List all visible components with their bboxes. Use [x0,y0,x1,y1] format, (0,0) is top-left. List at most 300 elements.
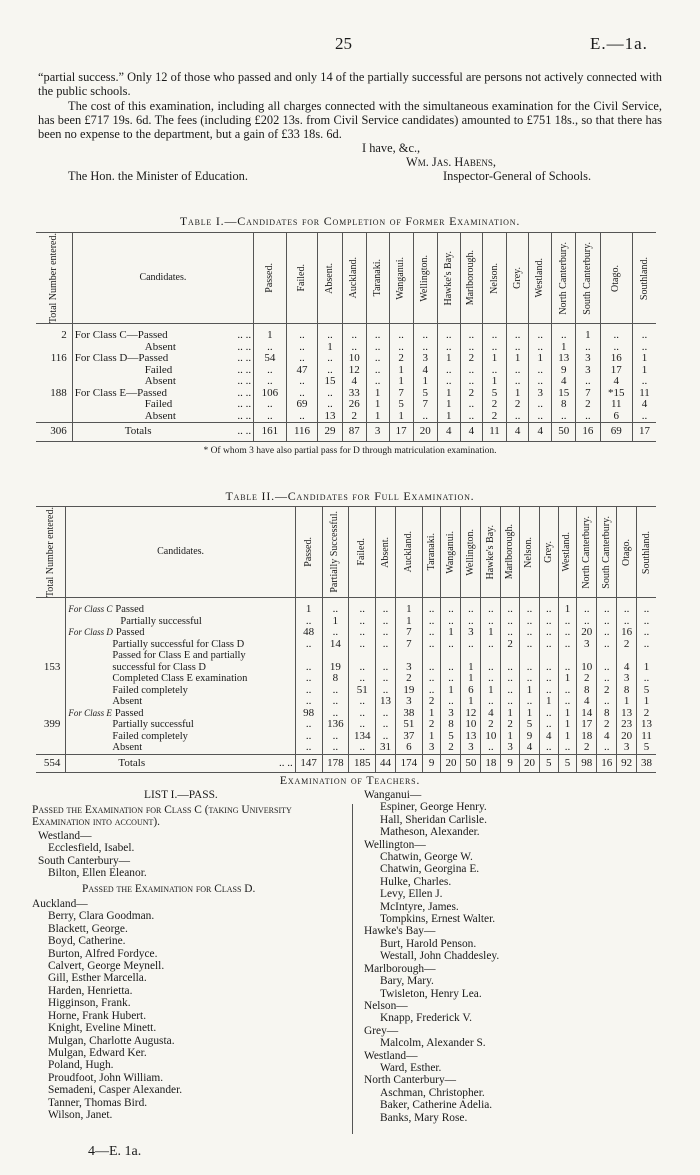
cell: 98 [577,754,597,773]
addressee: The Hon. the Minister of Education. [68,169,248,183]
table-row [36,411,656,423]
cell: 2 [342,411,366,423]
cell: 1 [389,376,413,388]
cell: 3 [576,353,600,365]
table-row [36,353,656,365]
cell: .. [633,411,657,423]
cell: .. [460,342,483,354]
row-label-text: successful for Class D [112,661,207,673]
cell: 4 [519,742,539,754]
cell: 3 [461,742,481,754]
teacher-name: Burt, Harold Penson. [380,937,477,950]
table-row [36,399,656,411]
cell: 4 [460,423,483,442]
row-label-text: Failed completely [112,684,188,696]
cell: .. [483,365,507,377]
cell: 4 [437,423,460,442]
teacher-name: Levy, Ellen J. [380,888,443,901]
cell: .. [617,604,637,616]
district-name: Auckland— [32,898,88,911]
row-label-text: Partially successful [120,615,202,627]
cell: 8 [441,719,461,731]
cell: .. [349,696,376,708]
teacher-name: Proudfoot, John William. [48,1071,164,1084]
col-header-text: Total Number entered. [44,507,56,598]
cell: 54 [254,353,287,365]
table-row [36,685,656,697]
col-header-text: Otago. [620,538,632,566]
cell: .. [558,662,577,674]
col-header-text: Partially Successful. [329,511,341,593]
cell: .. [558,627,577,639]
cell: 12 [342,365,366,377]
total-entered [36,650,66,662]
col-header [422,507,441,598]
cell: 11 [600,399,633,411]
table-row [36,650,656,662]
row-label [72,330,253,342]
cell: .. [558,742,577,754]
cell: 2 [577,673,597,685]
row-label-text: For Class D—Passed [74,352,169,365]
cell: .. [441,616,461,628]
cell: 161 [254,423,287,442]
cell: .. [286,411,318,423]
cell: .. [376,673,396,685]
table1 [36,232,656,442]
cell: 1 [422,708,441,720]
cell: 5 [637,742,656,754]
teacher-name: Tanner, Thomas Bird. [48,1096,148,1109]
cell: .. [376,719,396,731]
cell: 4 [413,365,437,377]
col-header-text: Wellington. [464,528,476,576]
row-label [66,650,295,662]
col-header [376,507,396,598]
cell: 33 [342,388,366,400]
row-label [66,742,295,754]
teacher-name: Harden, Henrietta. [48,984,133,997]
cell [322,650,349,662]
table-row [36,627,656,639]
col-header-text: Wanganui. [444,530,456,574]
col-header: Candidates. [72,233,253,324]
totals-row [36,423,656,442]
cell: 16 [600,353,633,365]
row-label [66,673,295,685]
cell: .. [558,616,577,628]
col-header [501,507,520,598]
teacher-name: Wilson, Janet. [48,1108,113,1121]
cell: 1 [529,353,552,365]
cell: 1 [637,662,656,674]
row-label [66,731,295,743]
col-header [36,233,72,324]
cell: .. [552,411,576,423]
cell: .. [376,708,396,720]
cell: 1 [558,673,577,685]
cell: 1 [413,376,437,388]
table-row [36,330,656,342]
col-header-text: Westland. [561,532,573,572]
cell: .. [376,662,396,674]
col-header [437,233,460,324]
left-column [32,830,348,1121]
table2 [36,506,656,773]
table-row [36,616,656,628]
cell: .. [349,673,376,685]
cell: .. [441,639,461,651]
cell: .. [295,719,322,731]
row-label [66,696,295,708]
total-entered [36,399,72,411]
cell: *15 [600,388,633,400]
col-header-text: Absent. [379,536,391,568]
cell: 20 [617,731,637,743]
cell: 3 [617,742,637,754]
cell: .. [539,616,558,628]
cell: .. [322,696,349,708]
cell: 2 [460,388,483,400]
cell: 4 [597,731,617,743]
col-header-text: Taranaki. [425,533,437,571]
cell: .. [519,673,539,685]
cell: 12 [461,708,481,720]
cell: 174 [396,754,423,773]
cell: 1 [254,330,287,342]
cell: .. [295,673,322,685]
cell: 9 [422,754,441,773]
cell: 1 [637,696,656,708]
cell: 3 [617,673,637,685]
row-label-text: Absent [144,375,176,388]
cell: 1 [539,696,558,708]
cell: .. [597,639,617,651]
cell: .. [483,330,507,342]
cell: .. [506,376,529,388]
cell: 4 [552,376,576,388]
teacher-name: Westall, John Chaddesley. [380,950,500,963]
cell: 1 [576,330,600,342]
total-entered [36,696,66,708]
cell: 3 [366,423,389,442]
col-header [389,233,413,324]
cell: 1 [506,353,529,365]
cell: 20 [441,754,461,773]
intro-paragraph-2: The cost of this examination, including all charges connected with the simultaneous examination for the Civil Service, has been £717 19s. 6d. The fees (including £202 13s. from Civil Service candidates) amounted to £751 18s., so that there has been no expense to the department, but a gain of £33 18s. 6d. [38,99,662,141]
teacher-name: Calvert, George Meynell. [48,960,165,973]
cell: .. [600,342,633,354]
row-label [66,754,295,773]
cell: 6 [600,411,633,423]
cell: .. [597,696,617,708]
cell [396,650,423,662]
cell: .. [501,604,520,616]
col-header-text: Grey. [511,267,523,289]
teacher-name: McIntyre, James. [380,900,459,913]
teacher-name: Poland, Hugh. [48,1059,114,1072]
col-header-text: Westland. [534,258,546,298]
cell: 50 [552,423,576,442]
district-name: Wanganui— [364,789,422,801]
document-code: E.—1a. [590,34,648,53]
cell: 1 [461,662,481,674]
col-header [318,233,342,324]
col-header-text: Hawke's Bay. [442,250,454,306]
col-header [529,233,552,324]
cell: .. [322,708,349,720]
cell: 2 [422,696,441,708]
cell: 11 [637,731,656,743]
cell: .. [295,685,322,697]
cell: 29 [318,423,342,442]
cell: 4 [342,376,366,388]
cell: 20 [577,627,597,639]
cell: .. [539,685,558,697]
col-header-text: South Canterbury. [581,241,593,315]
teacher-name: Bilton, Ellen Eleanor. [48,867,147,880]
col-header-text: Passed. [263,263,275,293]
cell: 1 [437,388,460,400]
col-header [481,507,501,598]
cell: .. [422,627,441,639]
row-label-text: Passed [115,627,145,639]
row-label-text: For Class E—Passed [74,386,168,399]
district-name: Nelson— [364,999,408,1012]
cell: .. [506,330,529,342]
cell: 17 [389,423,413,442]
cell: 14 [577,708,597,720]
table-row [36,604,656,616]
district-name: Westland— [38,830,92,842]
teacher-name: Blackett, George. [48,922,128,935]
cell [597,650,617,662]
cell: 7 [396,639,423,651]
cell: .. [501,616,520,628]
totals-row [36,754,656,773]
row-label [66,685,295,697]
cell: .. [441,604,461,616]
teacher-name: Matheson, Alexander. [380,826,480,839]
teacher-name: Mulgan, Charlotte Augusta. [48,1034,175,1047]
cell: .. [597,627,617,639]
cell: .. [597,673,617,685]
cell: .. [481,673,501,685]
cell: 1 [633,365,657,377]
cell: .. [366,365,389,377]
group-label: For Class D [68,627,113,638]
row-label-text: Partially successful for Class D [112,638,245,650]
district-name: Wellington— [364,838,426,851]
total-entered [36,616,66,628]
cell: 16 [617,627,637,639]
cell: .. [437,376,460,388]
col-header [576,233,600,324]
col-header: Candidates. [66,507,295,598]
cell: 9 [552,365,576,377]
row-label-text: Failed [144,363,173,376]
row-label [66,708,295,720]
row-label-text: For Class C—Passed [74,329,168,342]
row-label-text: Passed for Class E and partially [112,650,246,662]
cell: 8 [577,685,597,697]
cell: .. [637,673,656,685]
row-label-text: Absent [144,409,176,422]
cell: .. [349,616,376,628]
cell: 1 [633,353,657,365]
table-row [36,708,656,720]
cell: .. [519,639,539,651]
cell: .. [254,376,287,388]
total-entered [36,673,66,685]
row-label-text: Absent [144,340,176,353]
table-row [36,742,656,754]
cell: 3 [422,742,441,754]
cell: 1 [396,604,423,616]
total-entered: 153 [43,660,61,673]
teacher-name: Ward, Esther. [380,1061,442,1074]
teachers-heading: Examination of Teachers. [279,773,421,787]
col-header [597,507,617,598]
teacher-name: Higginson, Frank. [48,997,131,1010]
signature-mark: 4—E. 1a. [88,1144,142,1159]
cell: 185 [349,754,376,773]
cell: .. [539,673,558,685]
cell: .. [519,627,539,639]
class-c-heading: Passed the Examination for Class C (taking University Examination into account). [32,804,292,829]
cell: .. [633,342,657,354]
row-dots: .. .. [237,425,252,438]
cell: 1 [366,388,389,400]
cell: 1 [461,673,481,685]
cell: .. [318,388,342,400]
row-label [72,423,253,442]
col-header [322,507,349,598]
cell: 2 [597,685,617,697]
cell: 51 [396,719,423,731]
right-column [364,789,684,1124]
row-dots: .. .. [237,352,252,365]
cell: 13 [461,731,481,743]
cell: 8 [322,673,349,685]
cell [558,650,577,662]
cell: .. [322,685,349,697]
cell: .. [529,399,552,411]
cell [501,650,520,662]
cell: 13 [637,719,656,731]
col-header-text: Wanganui. [395,256,407,300]
cell: .. [501,696,520,708]
cell: .. [441,696,461,708]
cell: .. [422,616,441,628]
cell: 1 [318,342,342,354]
cell: .. [413,330,437,342]
cell: 7 [396,627,423,639]
col-header-text: Absent. [324,262,336,294]
teacher-name: Tompkins, Ernest Walter. [380,913,496,926]
cell: .. [322,742,349,754]
teacher-name: Burton, Alfred Fordyce. [48,947,158,960]
col-header [506,233,529,324]
cell: 6 [461,685,481,697]
total-entered: 554 [36,754,66,773]
cell: .. [286,330,318,342]
cell [617,650,637,662]
cell: 178 [322,754,349,773]
teacher-name: Hall, Sheridan Carlisle. [380,813,487,826]
col-header [342,233,366,324]
cell: .. [633,376,657,388]
cell: .. [441,673,461,685]
cell: .. [577,604,597,616]
cell [461,650,481,662]
cell: .. [552,330,576,342]
cell: 18 [481,754,501,773]
col-header [396,507,423,598]
cell: .. [295,616,322,628]
row-label-text: Passed [115,604,145,616]
cell: .. [597,616,617,628]
cell: .. [254,399,287,411]
row-dots: .. .. [237,386,252,399]
cell: 1 [295,604,322,616]
col-header [558,507,577,598]
total-entered: 2 [61,329,67,342]
cell: 1 [437,399,460,411]
cell: .. [342,330,366,342]
cell: .. [461,639,481,651]
cell: .. [254,342,287,354]
cell: 1 [558,604,577,616]
closing-line: I have, &c., [362,141,421,155]
cell: 1 [552,342,576,354]
table-row [36,662,656,674]
cell: 8 [552,399,576,411]
cell: 38 [637,754,656,773]
cell: 134 [349,731,376,743]
col-header [36,507,66,598]
cell: 10 [481,731,501,743]
cell: .. [529,330,552,342]
teacher-name: Gill, Esther Marcella. [48,972,147,985]
cell: 10 [577,662,597,674]
cell: 17 [633,423,657,442]
cell: .. [295,742,322,754]
cell: .. [481,639,501,651]
col-header-text: Failed. [356,538,368,566]
cell: .. [558,696,577,708]
col-header-text: Auckland. [348,257,360,299]
cell: 2 [617,639,637,651]
cell: 1 [481,627,501,639]
cell: 1 [322,616,349,628]
cell: .. [318,330,342,342]
row-dots: .. .. [237,375,252,388]
cell: 15 [552,388,576,400]
col-header-text: Southland. [638,256,650,300]
row-label-text: Partially successful [112,719,194,731]
cell: 2 [577,742,597,754]
district-name: Marlborough— [364,962,436,975]
col-header [637,507,656,598]
cell: 10 [342,353,366,365]
cell: .. [441,662,461,674]
col-header-text: Marlborough. [504,524,516,580]
col-header [461,507,481,598]
cell: 1 [483,376,507,388]
cell: .. [376,616,396,628]
cell: .. [539,604,558,616]
